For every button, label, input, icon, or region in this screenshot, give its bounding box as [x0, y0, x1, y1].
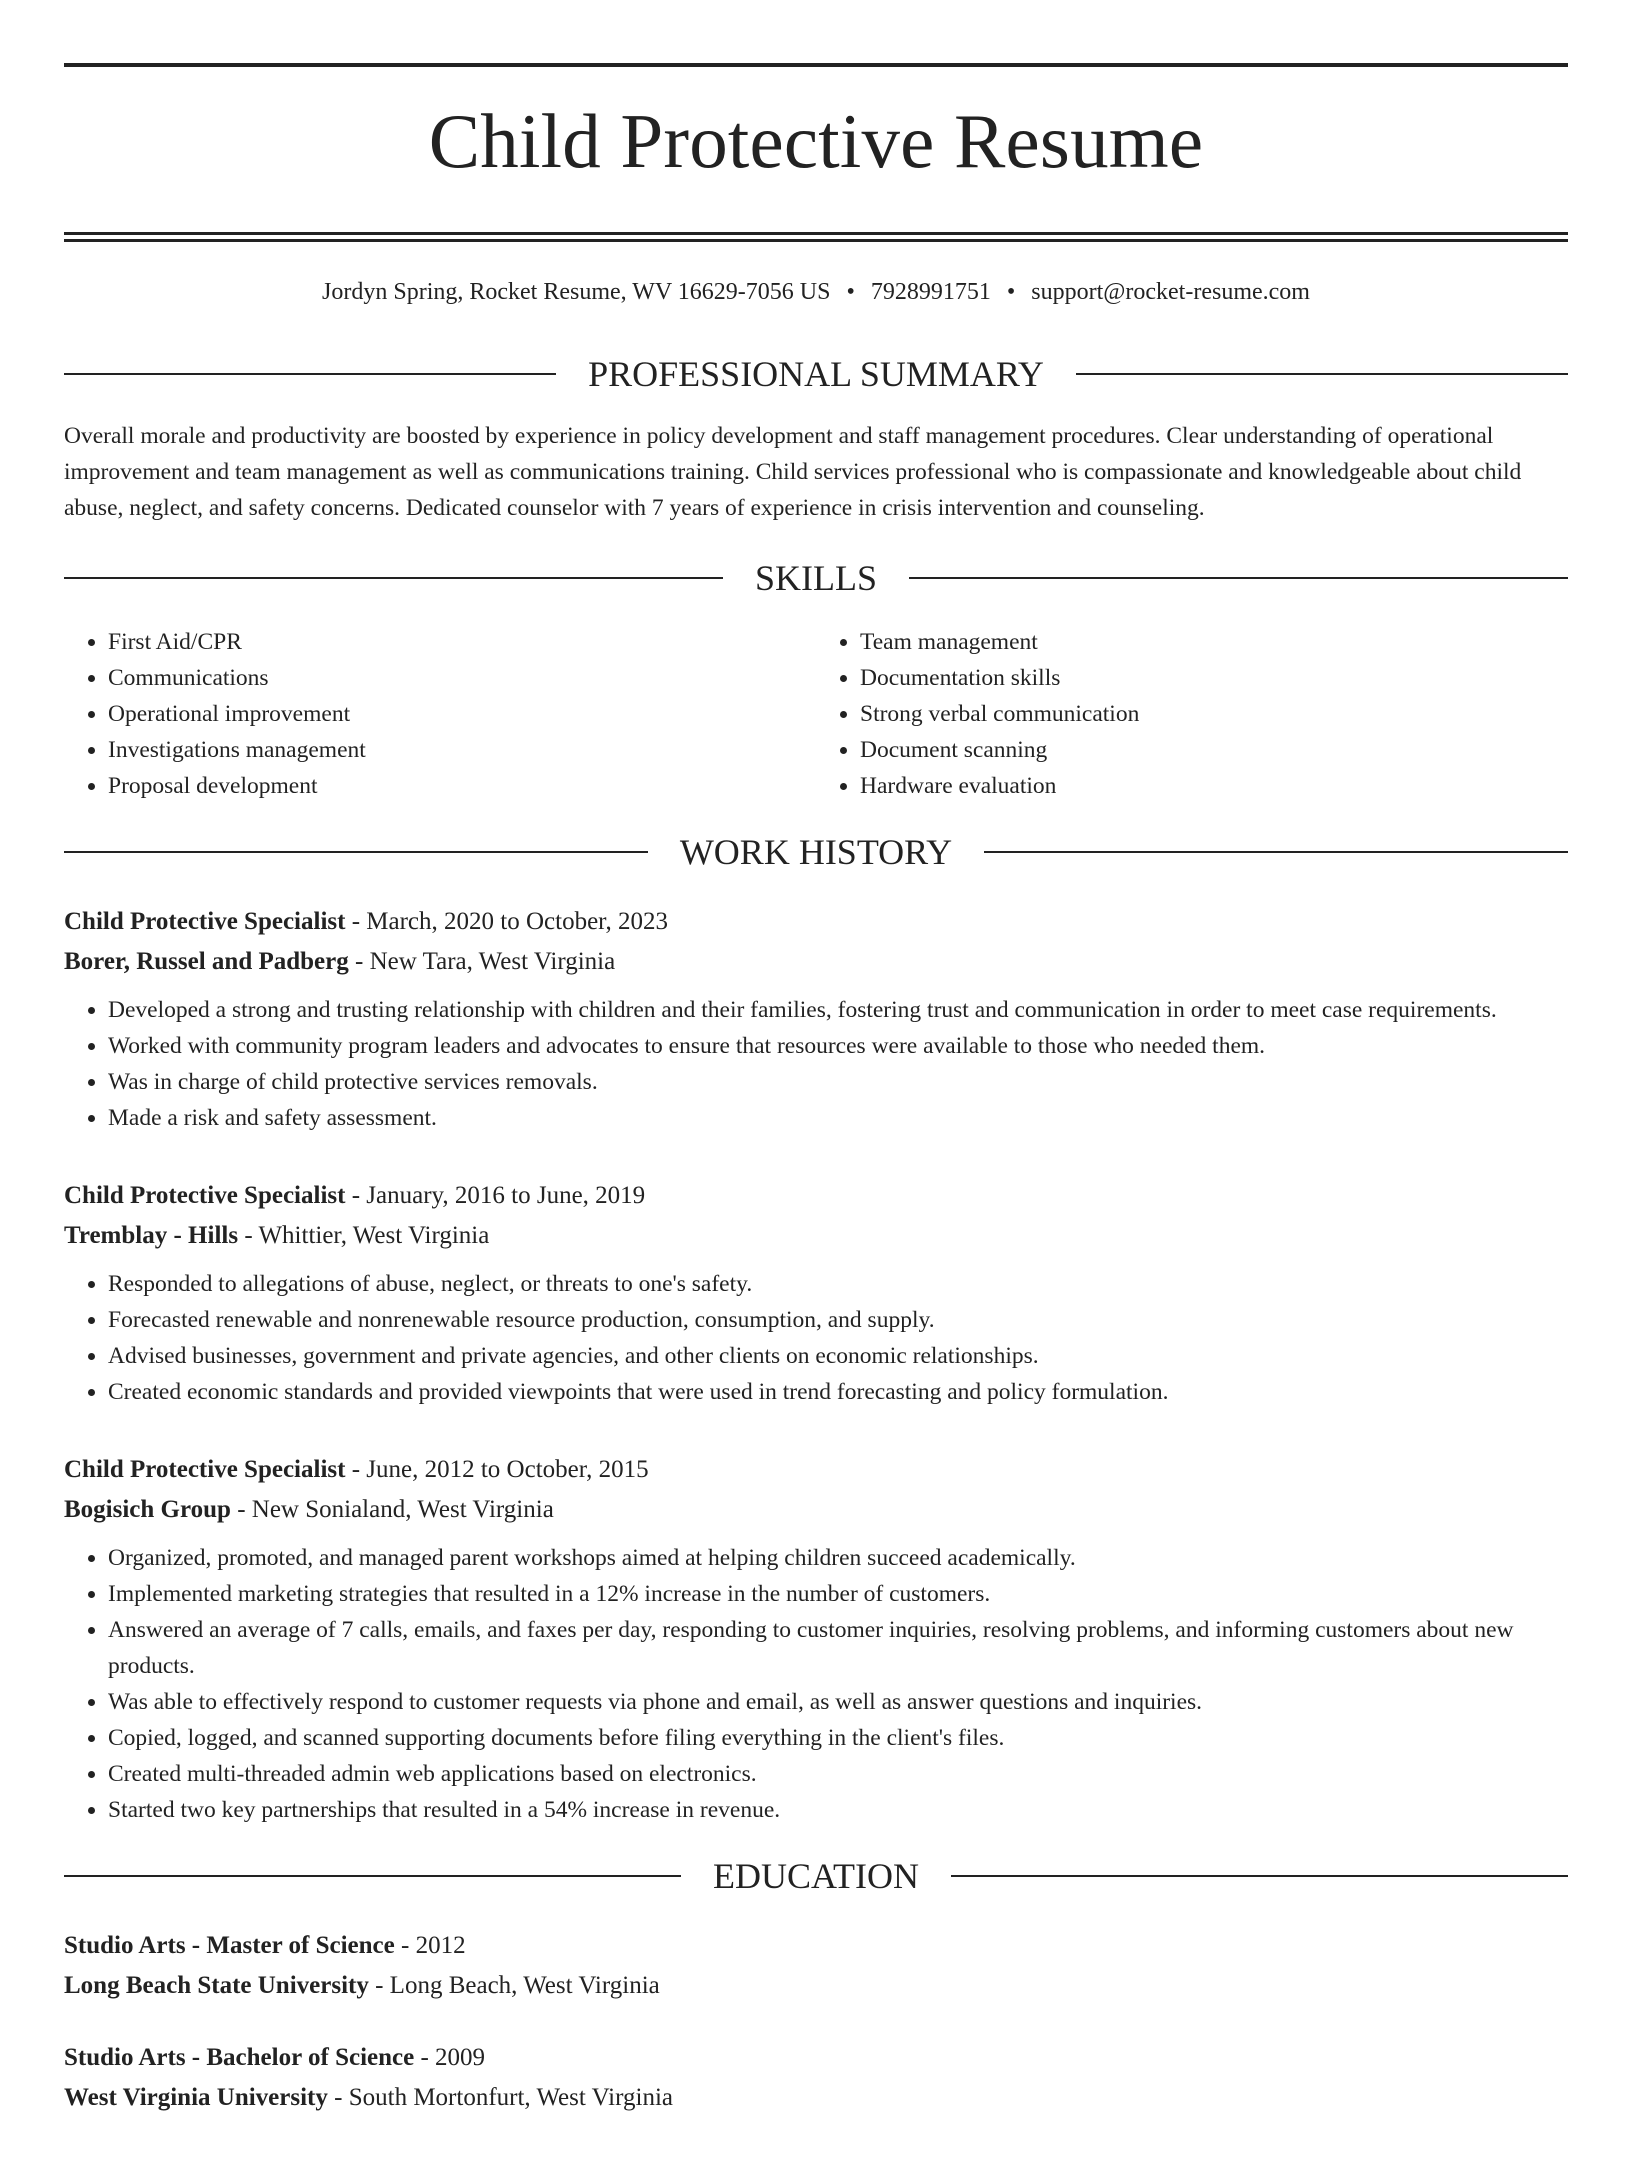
job-bullet: • Created economic standards and provided viewpoints that were used in trend forecasting and policy formulation. [108, 1374, 1568, 1410]
section-heading-summary [64, 353, 1568, 394]
job-dates: - January, 2016 to June, 2019 [345, 1181, 646, 1209]
skill-item: • Communications [108, 660, 816, 696]
heading-rule [984, 851, 1568, 853]
job-company-line [64, 1490, 1568, 1530]
heading-rule [909, 577, 1568, 579]
school-location: - South Mortonfurt, West Virginia [327, 2083, 673, 2111]
job-bullet: • Made a risk and safety assessment. [108, 1100, 1568, 1136]
degree-year: - 2009 [414, 2043, 486, 2071]
job-title: Child Protective Specialist [64, 1181, 346, 1209]
skill-item: • Operational improvement [108, 696, 816, 732]
school-line [64, 1966, 1568, 2006]
degree-line [64, 2038, 1568, 2078]
heading-rule [64, 577, 723, 579]
job-company-line [64, 1216, 1568, 1256]
skills-column-right [816, 624, 1568, 804]
job-title-line [64, 902, 1568, 942]
resume-page [0, 63, 1632, 2175]
job-location: - New Tara, West Virginia [348, 947, 616, 975]
job-bullet: • Advised businesses, government and private agencies, and other clients on economic relationships. [108, 1338, 1568, 1374]
degree-line [64, 1926, 1568, 1966]
job-company-line [64, 942, 1568, 982]
job-entry [64, 1176, 1568, 1410]
section-heading-skills [64, 557, 1568, 598]
summary-text: Overall morale and productivity are boosted by experience in policy development and staff management procedures. Clear understanding of operational improvement and team management as well as communications training. Child services professional who is compassionate and knowledgeable about child abuse, neglect, and safety concerns. Dedicated counselor with 7 years of experience in crisis intervention and counseling. [64, 422, 1522, 521]
job-title-line [64, 1450, 1568, 1490]
top-rule [64, 63, 1568, 67]
job-bullet: • Forecasted renewable and nonrenewable resource production, consumption, and supply. [108, 1302, 1568, 1338]
job-title: Child Protective Specialist [64, 1455, 346, 1483]
skill-item: • Team management [860, 624, 1568, 660]
job-bullet: • Was able to effectively respond to customer requests via phone and email, as well as answer questions and inquiries. [108, 1684, 1568, 1720]
job-location: - Whittier, West Virginia [238, 1221, 490, 1249]
job-bullets [64, 992, 1568, 1136]
job-bullet: • Worked with community program leaders and advocates to ensure that resources were available to those who needed them. [108, 1028, 1568, 1064]
contact-line [64, 280, 1568, 304]
job-bullet: • Answered an average of 7 calls, emails, and faxes per day, responding to customer inquiries, resolving problems, and informing customers about new products. [108, 1612, 1568, 1684]
degree: Studio Arts - Bachelor of Science [64, 2043, 415, 2071]
skill-item: • Proposal development [108, 768, 816, 804]
job-company: Borer, Russel and Padberg [64, 947, 349, 975]
heading-rule [1076, 373, 1568, 375]
job-dates: - March, 2020 to October, 2023 [345, 907, 668, 935]
job-bullet: • Copied, logged, and scanned supporting documents before filing everything in the client's files. [108, 1720, 1568, 1756]
job-bullet: • Created multi-threaded admin web applications based on electronics. [108, 1756, 1568, 1792]
job-bullet: • Developed a strong and trusting relationship with children and their families, fostering trust and communication in order to meet case requirements. [108, 992, 1568, 1028]
section-heading-education [64, 1855, 1568, 1896]
job-bullet: • Implemented marketing strategies that resulted in a 12% increase in the number of customers. [108, 1576, 1568, 1612]
heading-rule [951, 1875, 1568, 1877]
job-entry [64, 1450, 1568, 1828]
skill-item: • Document scanning [860, 732, 1568, 768]
degree-year: - 2012 [394, 1931, 466, 1959]
contact-separator: • [846, 278, 855, 305]
title-double-rule [64, 232, 1568, 242]
skill-item: • Hardware evaluation [860, 768, 1568, 804]
section-heading-label: SKILLS [755, 557, 878, 598]
skills-list [64, 624, 1568, 804]
skill-item: • Investigations management [108, 732, 816, 768]
job-dates: - June, 2012 to October, 2015 [345, 1455, 649, 1483]
job-bullet: • Responded to allegations of abuse, neglect, or threats to one's safety. [108, 1266, 1568, 1302]
section-heading-work [64, 831, 1568, 872]
skill-item: • Documentation skills [860, 660, 1568, 696]
section-heading-label: PROFESSIONAL SUMMARY [588, 353, 1044, 394]
skill-item: • First Aid/CPR [108, 624, 816, 660]
skills-column-left [64, 624, 816, 804]
skill-item: • Strong verbal communication [860, 696, 1568, 732]
job-bullets [64, 1540, 1568, 1828]
section-heading-label: EDUCATION [713, 1855, 919, 1896]
contact-email: support@rocket-resume.com [1031, 278, 1310, 305]
contact-phone: 7928991751 [870, 278, 991, 305]
job-bullet: • Was in charge of child protective services removals. [108, 1064, 1568, 1100]
heading-rule [64, 851, 648, 853]
job-location: - New Sonialand, West Virginia [230, 1495, 554, 1523]
job-title-line [64, 1176, 1568, 1216]
job-company: Bogisich Group [64, 1495, 231, 1523]
job-bullet: • Organized, promoted, and managed parent workshops aimed at helping children succeed academically. [108, 1540, 1568, 1576]
education-entry [64, 1926, 1568, 2006]
school-location: - Long Beach, West Virginia [368, 1971, 660, 1999]
contact-separator: • [1006, 278, 1016, 305]
heading-rule [64, 373, 556, 375]
contact-address: Jordyn Spring, Rocket Resume, WV 16629-7056 US [322, 278, 831, 305]
degree: Studio Arts - Master of Science [64, 1931, 395, 1959]
resume-title: Child Protective Resume [428, 98, 1204, 184]
school: West Virginia University [64, 2083, 328, 2111]
job-entry [64, 902, 1568, 1136]
section-heading-label: WORK HISTORY [679, 831, 953, 872]
job-company: Tremblay - Hills [64, 1221, 239, 1249]
job-title: Child Protective Specialist [64, 907, 346, 935]
school: Long Beach State University [64, 1971, 369, 1999]
heading-rule [64, 1875, 681, 1877]
education-entry [64, 2038, 1568, 2118]
job-bullets [64, 1266, 1568, 1410]
job-bullet: • Started two key partnerships that resulted in a 54% increase in revenue. [108, 1792, 1568, 1828]
